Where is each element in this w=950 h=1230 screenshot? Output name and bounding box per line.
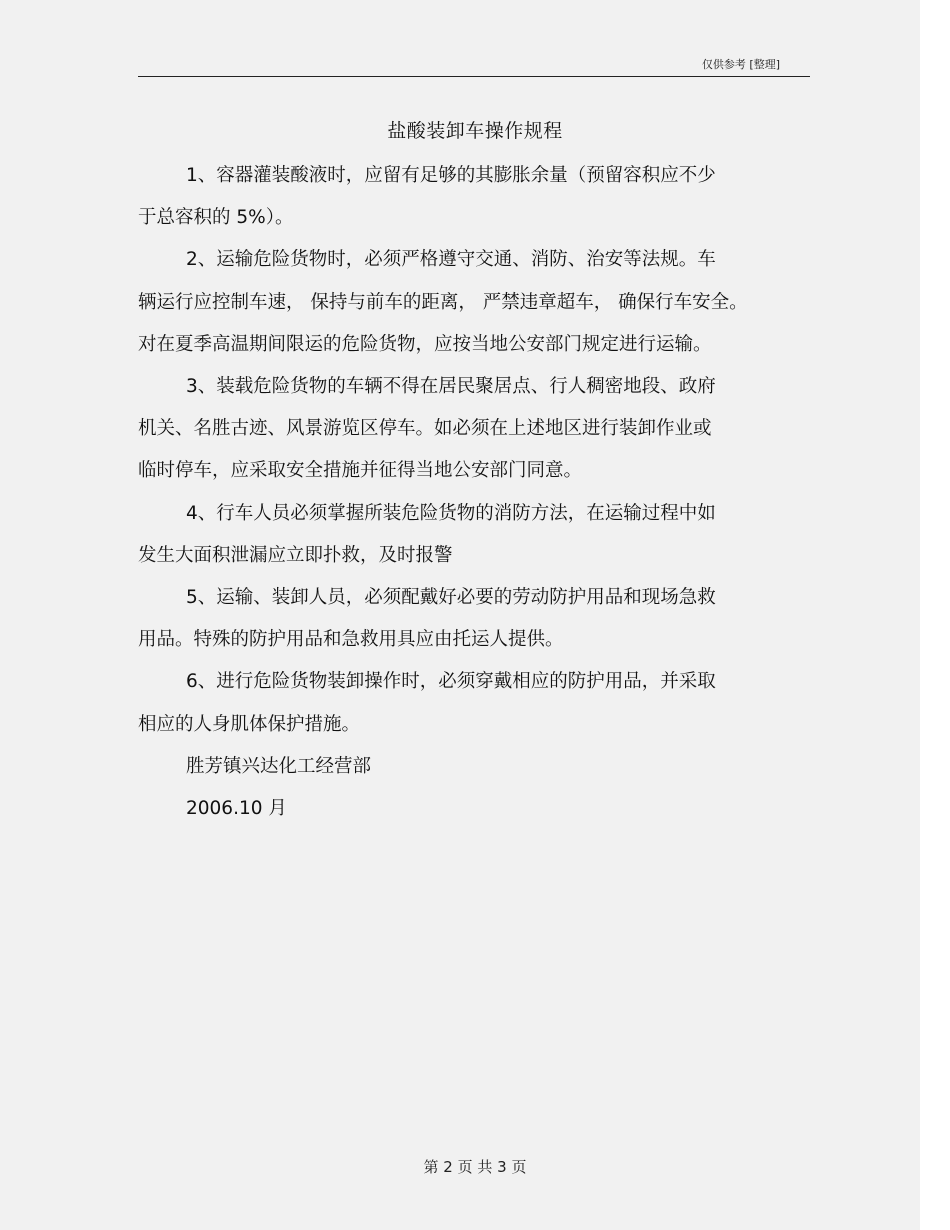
paragraph-4	[138, 493, 818, 577]
header-note: 仅供参考 [整理]	[701, 58, 780, 71]
paragraph-1	[138, 155, 818, 239]
page-margin	[920, 0, 950, 1230]
page-number: 第 2 页 共 3 页	[423, 1158, 527, 1176]
paragraph-line: 用品。特殊的防护用品和急救用具应由托运人提供。	[138, 629, 564, 651]
paragraph-line: 对在夏季高温期间限运的危险货物，应按当地公安部门规定进行运输。	[138, 333, 712, 355]
document-body	[138, 155, 818, 830]
paragraph-line: 机关、名胜古迹、风景游览区停车。如必须在上述地区进行装卸作业或	[138, 418, 712, 440]
paragraph-line: 5、运输、装卸人员，必须配戴好必要的劳动防护用品和现场急救	[186, 587, 716, 609]
paragraph-line: 1、容器灌装酸液时，应留有足够的其膨胀余量（预留容积应不少	[186, 165, 716, 186]
paragraph-line: 4、行车人员必须掌握所装危险货物的消防方法，在运输过程中如	[186, 502, 716, 524]
header-divider	[138, 76, 810, 77]
paragraph-line: 于总容积的 5%）。	[138, 207, 294, 229]
paragraph-5	[138, 577, 818, 661]
paragraph-line: 6、进行危险货物装卸操作时，必须穿戴相应的防护用品，并采取	[186, 671, 716, 693]
paragraph-2	[138, 239, 818, 366]
document-title: 盐酸装卸车操作规程	[387, 120, 563, 142]
paragraph-6	[138, 661, 818, 745]
paragraph-3	[138, 366, 818, 493]
paragraph-line: 临时停车，应采取安全措施并征得当地公安部门同意。	[138, 460, 583, 482]
signoff-organization: 胜芳镇兴达化工经营部	[186, 755, 372, 777]
paragraph-line: 2、运输危险货物时，必须严格遵守交通、消防、治安等法规。车	[186, 249, 716, 271]
signoff-date: 2006.10 月	[186, 798, 287, 820]
paragraph-line: 辆运行应控制车速， 保持与前车的距离， 严禁违章超车， 确保行车安全。	[138, 291, 748, 313]
paragraph-line: 相应的人身肌体保护措施。	[138, 713, 361, 735]
paragraph-line: 发生大面积泄漏应立即扑救，及时报警	[138, 544, 453, 566]
paragraph-line: 3、装载危险货物的车辆不得在居民聚居点、行人稠密地段、政府	[186, 376, 716, 398]
